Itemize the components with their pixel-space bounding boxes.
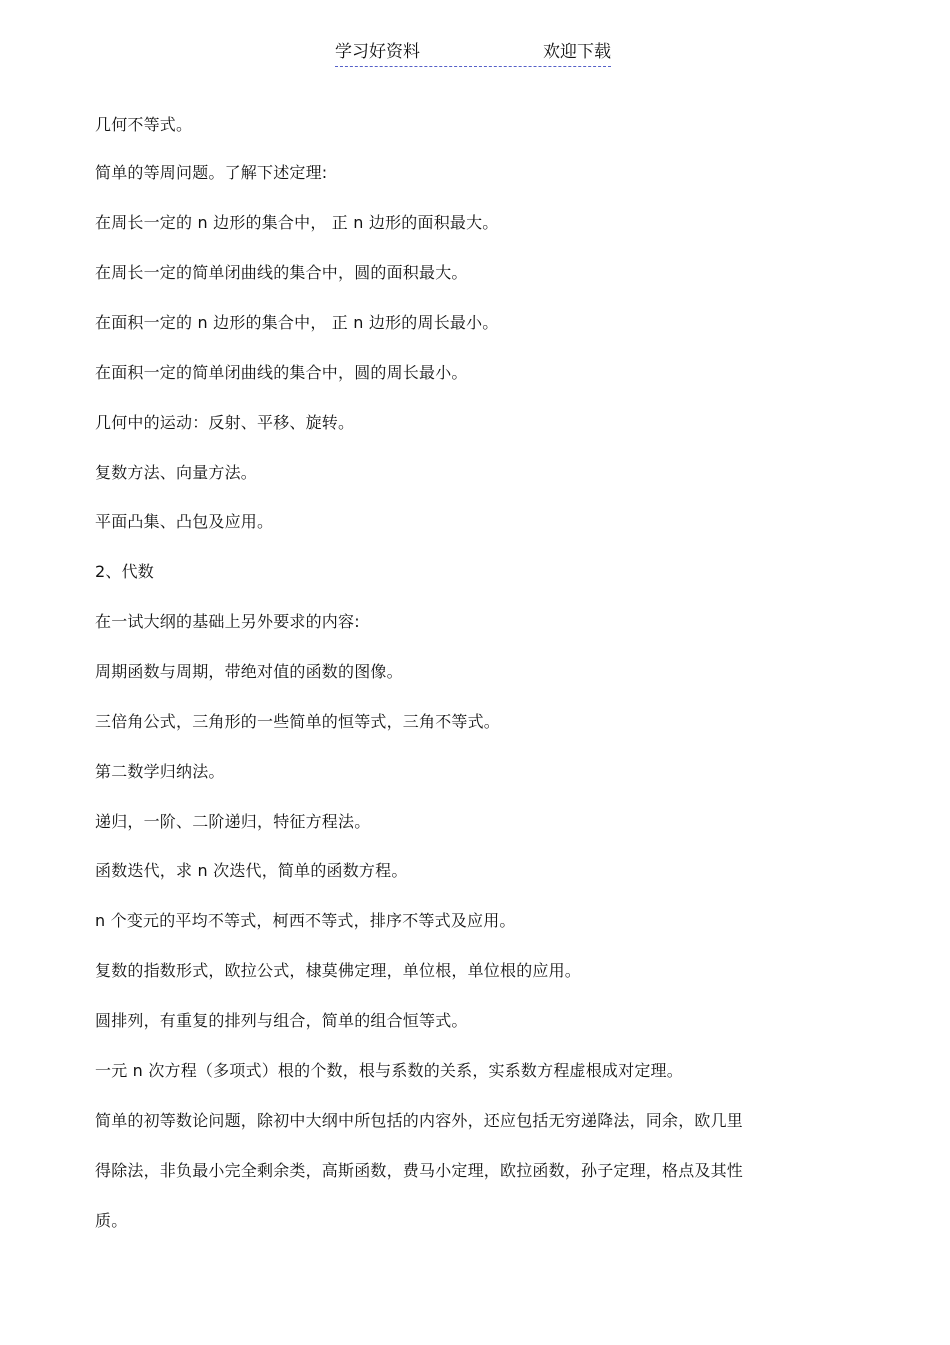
text-line: 得除法，非负最小完全剩余类，高斯函数，费马小定理，欧拉函数，孙子定理，格点及其性 [95, 1161, 744, 1180]
text-line: 平面凸集、凸包及应用。 [95, 512, 274, 531]
text-line: 几何中的运动：反射、平移、旋转。 [95, 413, 355, 432]
text-line: 递归，一阶、二阶递归，特征方程法。 [95, 812, 371, 831]
text-line: 质。 [95, 1211, 128, 1230]
text-line: 在面积一定的 n 边形的集合中， 正 n 边形的周长最小。 [95, 313, 499, 332]
text-line: 周期函数与周期，带绝对值的函数的图像。 [95, 662, 403, 681]
text-line: 在周长一定的 n 边形的集合中， 正 n 边形的面积最大。 [95, 213, 499, 232]
text-line: 在面积一定的简单闭曲线的集合中，圆的周长最小。 [95, 363, 468, 382]
text-line: 函数迭代，求 n 次迭代，简单的函数方程。 [95, 861, 408, 880]
text-line: 复数方法、向量方法。 [95, 463, 258, 482]
section-heading: 2、代数 [95, 562, 154, 581]
page-header [335, 40, 611, 67]
text-line: 在周长一定的简单闭曲线的集合中，圆的面积最大。 [95, 263, 468, 282]
text-line: 简单的初等数论问题，除初中大纲中所包括的内容外，还应包括无穷递降法，同余，欧几里 [95, 1111, 744, 1130]
text-line: 一元 n 次方程（多项式）根的个数，根与系数的关系，实系数方程虚根成对定理。 [95, 1061, 683, 1080]
text-line: n 个变元的平均不等式，柯西不等式，排序不等式及应用。 [95, 911, 516, 930]
text-line: 第二数学归纳法。 [95, 762, 225, 781]
text-line: 圆排列，有重复的排列与组合，简单的组合恒等式。 [95, 1011, 468, 1030]
text-line: 在一试大纲的基础上另外要求的内容: [95, 612, 360, 631]
header-left-text: 学习好资料 [335, 42, 420, 62]
text-line: 简单的等周问题。了解下述定理: [95, 163, 328, 182]
text-line: 复数的指数形式，欧拉公式，棣莫佛定理，单位根，单位根的应用。 [95, 961, 582, 980]
text-line: 三倍角公式，三角形的一些简单的恒等式，三角不等式。 [95, 712, 501, 731]
header-right-text: 欢迎下载 [543, 42, 611, 62]
text-line: 几何不等式。 [95, 115, 193, 134]
